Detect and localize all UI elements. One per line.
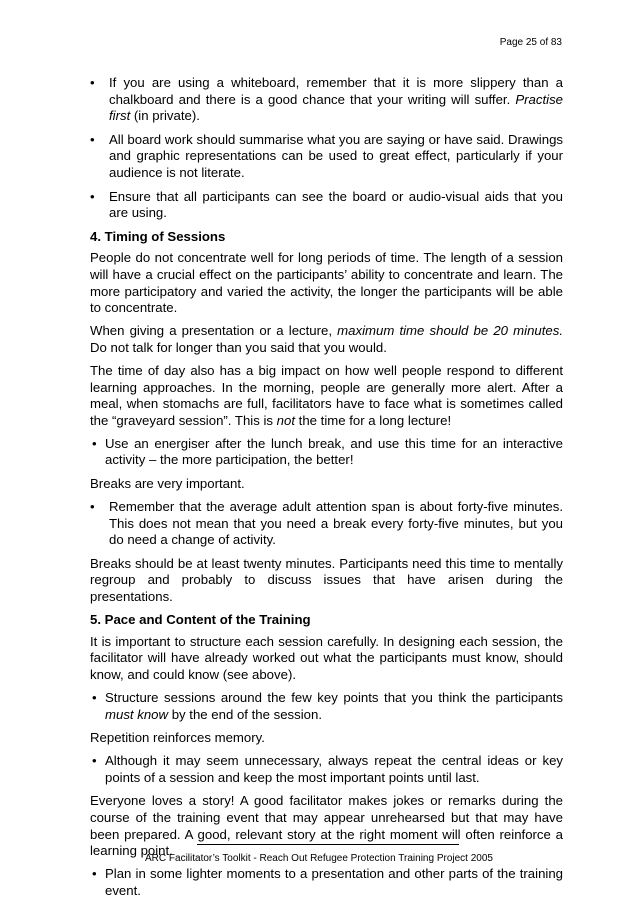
paragraph: People do not concentrate well for long periods of time. The length of a session will have a crucial effect on the participants’ ability to concentrate and learn. The more participatory and varied the activity, the longer the participants will be able to concentrate. xyxy=(90,250,563,316)
list-item xyxy=(90,499,563,549)
bullet-text: Although it may seem unnecessary, always repeat the central ideas or key points of a session and keep the most important points until last. xyxy=(105,753,563,785)
footer-divider xyxy=(197,844,459,845)
paragraph xyxy=(90,323,563,356)
paragraph: Breaks are very important. xyxy=(90,475,245,491)
bullet-text: Structure sessions around the few key points that you think the participants xyxy=(105,690,563,705)
paragraph-text: When giving a presentation or a lecture, xyxy=(90,323,338,339)
list-item xyxy=(90,753,563,786)
list-item xyxy=(90,75,563,125)
paragraph: It is important to structure each session carefully. In designing each session, the facilitator will have already worked out what the participants must know, should know, and could know (see above). xyxy=(90,633,563,682)
paragraph xyxy=(90,363,563,429)
page-footer: ARC Facilitator’s Toolkit - Reach Out Refugee Protection Training Project 2005 xyxy=(145,853,493,864)
list-item xyxy=(90,189,563,222)
bullet-emphasis: must know xyxy=(105,706,169,722)
bullet-icon: • xyxy=(90,75,95,90)
bullet-icon: • xyxy=(90,131,95,147)
bullet-icon: • xyxy=(92,435,97,451)
paragraph: Repetition reinforces memory. xyxy=(90,730,265,746)
bullet-icon: • xyxy=(92,753,97,769)
bullet-text: All board work should summarise what you are saying or have said. Drawings and graphic representations can be used to great effect, particularly if your audience is not literate. xyxy=(109,131,563,180)
paragraph-text: The time of day also has a big impact on how well people respond to different learning approaches. In the morning, people are generally more alert. After a meal, when stomachs are full, facilitators have to face what is sometimes called the “graveyard session”. This is xyxy=(90,362,563,428)
paragraph-text-tail: Do not talk for longer than you said that you would. xyxy=(90,339,387,355)
bullet-icon: • xyxy=(92,866,97,882)
page-content xyxy=(90,75,563,907)
section-heading: 4. Timing of Sessions xyxy=(90,228,226,244)
bullet-icon: • xyxy=(90,188,95,204)
paragraph: Everyone loves a story! A good facilitator makes jokes or remarks during the course of the training event that may appear unrehearsed but that may have been prepared. A good, relevant story at the right moment will often reinforce a learning point. xyxy=(90,793,563,859)
section-heading: 5. Pace and Content of the Training xyxy=(90,612,311,628)
bullet-text: Ensure that all participants can see the board or audio-visual aids that you are using. xyxy=(109,188,563,221)
bullet-icon: • xyxy=(90,499,95,515)
bullet-icon: • xyxy=(92,690,97,705)
paragraph-emphasis: not xyxy=(276,412,295,428)
list-item xyxy=(90,436,563,469)
bullet-text: Use an energiser after the lunch break, and use this time for an interactive activity – the more participation, the better! xyxy=(105,435,563,468)
bullet-text: Plan in some lighter moments to a presentation and other parts of the training event. xyxy=(105,866,563,898)
paragraph: Breaks should be at least twenty minutes. Participants need this time to mentally regroup and probably to discuss issues that have arisen during the presentations. xyxy=(90,555,563,605)
paragraph-emphasis: maximum time should be 20 minutes. xyxy=(337,323,564,339)
bullet-text: Remember that the average adult attention span is about forty-five minutes. This does not mean that you need a break every forty-five minutes, but you do need a change of activity. xyxy=(109,499,563,548)
list-item xyxy=(90,132,563,182)
page-number: Page 25 of 83 xyxy=(499,37,562,48)
paragraph-text-tail: the time for a long lecture! xyxy=(295,412,452,428)
bullet-text-tail: by the end of the session. xyxy=(168,706,322,722)
bullet-emphasis: Practise first xyxy=(109,91,563,124)
list-item xyxy=(90,866,563,899)
bullet-text-tail: (in private). xyxy=(130,108,200,124)
list-item xyxy=(90,690,563,723)
bullet-text: If you are using a whiteboard, remember that it is more slippery than a chalkboard and there is a good chance that your writing will suffer. xyxy=(109,75,563,107)
